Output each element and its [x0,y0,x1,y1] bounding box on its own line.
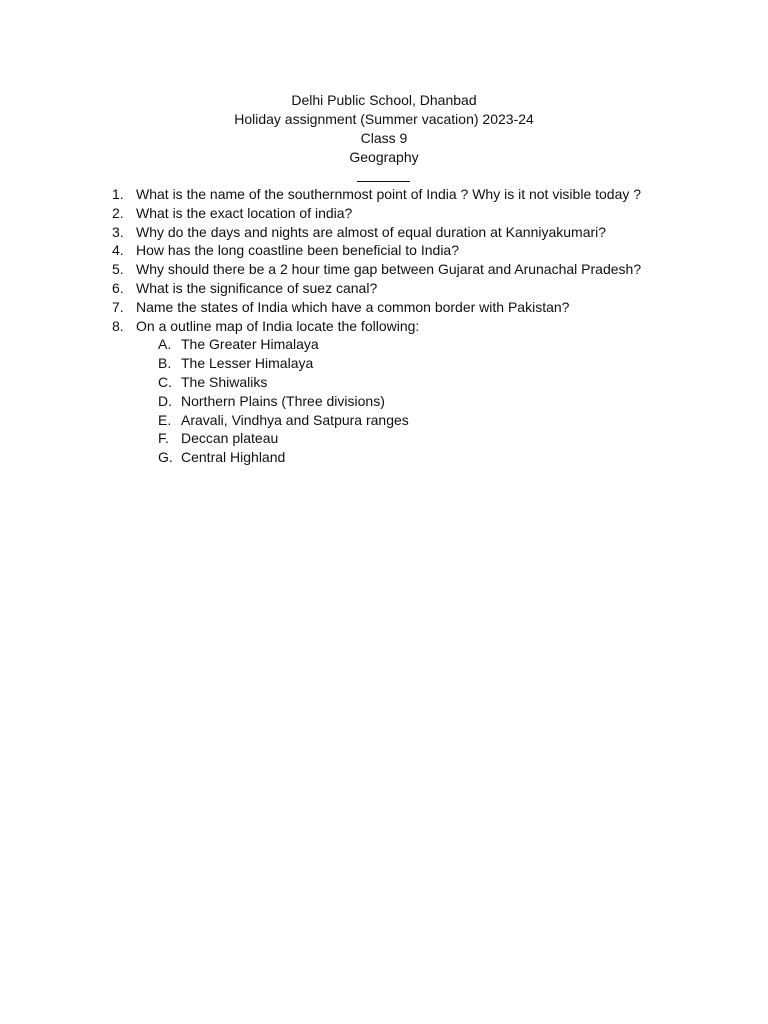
map-item-text: Central Highland [181,449,286,466]
map-item-list [0,335,768,467]
question-number: 6. [112,279,124,296]
map-item-text: Northern Plains (Three divisions) [181,392,385,409]
map-item-b [0,354,768,373]
assignment-title: Holiday assignment (Summer vacation) 2023-24 [234,111,534,127]
map-item-letter: E. [158,411,172,428]
map-item-d [0,392,768,411]
question-number: 4. [112,242,124,259]
question-number: 2. [112,204,124,221]
map-item-text: The Lesser Himalaya [181,355,314,372]
map-item-letter: D. [158,392,172,409]
question-number: 5. [112,261,124,278]
map-item-letter: C. [158,373,172,390]
map-item-text: Aravali, Vindhya and Satpura ranges [181,411,409,428]
map-item-c [0,373,768,392]
question-text: What is the exact location of india? [136,204,353,221]
question-text: Name the states of India which have a common border with Pakistan? [136,298,570,315]
question-number: 1. [112,186,124,202]
question-text: Why do the days and nights are almost of equal duration at Kanniyakumari? [136,223,607,240]
question-item-1 [0,185,768,204]
map-item-g [0,448,768,467]
map-item-letter: B. [158,355,172,372]
question-item-7 [0,298,768,317]
map-item-group [0,335,768,467]
question-number: 3. [112,223,124,240]
question-number: 8. [112,317,124,334]
question-text: How has the long coastline been beneficial to India? [136,242,459,259]
map-item-text: The Shiwaliks [181,373,268,390]
map-item-text: Deccan plateau [181,430,279,447]
map-item-letter: F. [158,430,169,447]
question-text: Why should there be a 2 hour time gap between Gujarat and Arunachal Pradesh? [136,261,642,278]
map-item-letter: G. [158,449,173,466]
class-label: Class 9 [360,130,408,146]
document-header [0,91,768,167]
question-item-6 [0,279,768,298]
question-list [0,185,768,467]
subject-label: Geography [349,149,419,165]
school-name: Delhi Public School, Dhanbad [291,92,477,108]
question-item-2 [0,204,768,223]
map-item-text: The Greater Himalaya [181,336,319,353]
question-item-5 [0,260,768,279]
question-item-4 [0,241,768,260]
map-item-e [0,411,768,430]
question-item-8 [0,317,768,336]
question-text: What is the name of the southernmost point of India ? Why is it not visible today ? [136,186,642,202]
question-item-3 [0,223,768,242]
map-item-letter: A. [158,336,172,353]
question-text: What is the significance of suez canal? [136,279,378,296]
map-item-a [0,335,768,354]
header-underline [357,181,410,182]
question-number: 7. [112,298,124,315]
question-text: On a outline map of India locate the following: [136,317,420,334]
map-item-f [0,429,768,448]
